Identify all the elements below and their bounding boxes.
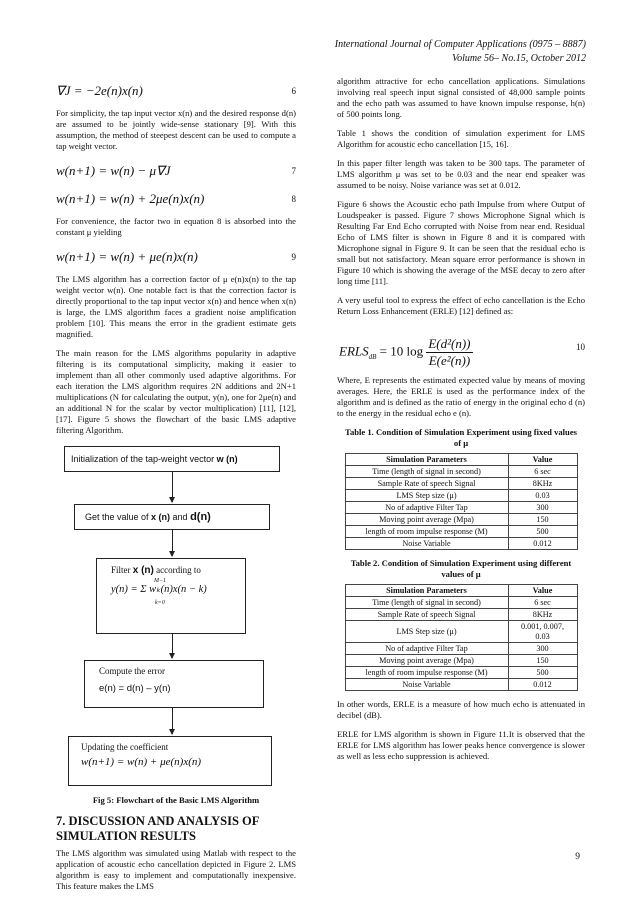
figure-caption: Fig 5: Flowchart of the Basic LMS Algorithm <box>92 795 260 805</box>
journal-volume: Volume 56– No.15, October 2012 <box>452 53 586 64</box>
table-row <box>345 478 577 490</box>
flow-init-box <box>64 446 280 472</box>
table-row <box>345 502 577 514</box>
paragraph: In this paper filter length was taken to be 300 taps. The parameter of LMS algorithm μ was set to be 0.03 and the near end speaker was assumed to be noisy. Noise variance was set at 0.012. <box>337 158 585 190</box>
table-cell: Time (length of signal in second) <box>345 466 508 478</box>
flow-get-box <box>74 504 270 530</box>
table-row <box>345 526 577 538</box>
equation-6 <box>56 80 296 102</box>
right-column <box>337 76 585 770</box>
paragraph: The LMS algorithm was simulated using Matlab with respect to the application of acoustic echo cancellation depicted in Figure 2. LMS algorithm is easy to implement and computationally inexpensive. This feature makes the LMS <box>56 848 296 891</box>
lms-flowchart <box>56 444 296 789</box>
table-row <box>345 667 577 679</box>
flow-filter-text: Filter <box>111 565 133 575</box>
table-cell: LMS Step size (μ) <box>345 621 508 643</box>
table-1 <box>345 453 578 550</box>
journal-name: International Journal of Computer Applications (0975 – 8887) <box>334 39 586 50</box>
equation-7-text: w(n+1) = w(n) − μ∇J <box>56 163 171 178</box>
table-cell: Sample Rate of speech Signal <box>345 609 508 621</box>
equation-6-number: 6 <box>291 86 296 96</box>
table-cell: Sample Rate of speech Signal <box>345 478 508 490</box>
table-cell: 300 <box>508 643 577 655</box>
flow-arrow <box>172 472 173 502</box>
table-cell: 6 sec <box>508 597 577 609</box>
flow-update-equation: w(n+1) = w(n) + μe(n)x(n) <box>81 756 202 768</box>
table-row <box>345 679 577 691</box>
equation-10 <box>337 325 585 369</box>
table-cell: 8KHz <box>508 478 577 490</box>
table-header-row <box>345 454 577 466</box>
table-header-row <box>345 585 577 597</box>
equation-10-mid: = 10 log <box>376 343 427 359</box>
table-row <box>345 466 577 478</box>
flow-get-x: x (n) <box>151 512 171 522</box>
flow-filter-rest: according to <box>153 565 201 575</box>
equation-9-text: w(n+1) = w(n) + μe(n)x(n) <box>56 249 198 264</box>
equation-8 <box>56 188 296 210</box>
flow-filter-equation: y(n) = Σ wₖ(n)x(n − k) <box>111 584 207 595</box>
page-number: 9 <box>575 852 580 862</box>
equation-9 <box>56 246 296 268</box>
equation-10-number: 10 <box>576 342 585 352</box>
flow-arrow <box>172 530 173 556</box>
running-header <box>335 38 586 66</box>
flow-filter-box <box>96 558 246 634</box>
table-row <box>345 643 577 655</box>
table-cell: Moving point average (Mpa) <box>345 514 508 526</box>
table-cell: 8KHz <box>508 609 577 621</box>
table-cell: 0.001, 0.007, 0.03 <box>508 621 577 643</box>
table-cell: 500 <box>508 526 577 538</box>
table-header-cell: Value <box>508 585 577 597</box>
table-cell: 6 sec <box>508 466 577 478</box>
equation-7 <box>56 160 296 182</box>
table-cell: 150 <box>508 655 577 667</box>
flow-error-equation: e(n) = d(n) – y(n) <box>99 683 171 694</box>
equation-6-text: ∇J = −2e(n)x(n) <box>56 83 143 98</box>
table-row <box>345 490 577 502</box>
table-cell: Noise Variable <box>345 538 508 550</box>
paragraph: Table 1 shows the condition of simulation experiment for LMS Algorithm for acoustic echo cancellation [15, 16]. <box>337 128 585 149</box>
equation-9-number: 9 <box>291 252 296 262</box>
paragraph: algorithm attractive for echo cancellation applications. Simulations involving real speech input signal consisted of 48,000 sample points and the echo path was assumed to have known impulse response, h(n) of 500 points long. <box>337 76 585 119</box>
table-header-cell: Simulation Parameters <box>345 454 508 466</box>
paragraph: The main reason for the LMS algorithms popularity in adaptive filtering is its computational simplicity, making it easier to implement than all other commonly used adaptive algorithms. For each iteration the LMS algorithm requires 2N additions and 2N+1 multiplications (N for calculating the output, y(n), one for 2μe(n) and an additional N for the scalar by vector multiplication) [11], [12], [17]. Figure 5 shows the flowchart of the basic LMS adaptive filtering Algorithm. <box>56 348 296 435</box>
table-cell: No of adaptive Filter Tap <box>345 643 508 655</box>
table-cell: 0.012 <box>508 538 577 550</box>
flow-get-text: Get the value of <box>85 512 152 522</box>
equation-10-denominator: E(e²(n)) <box>428 353 471 368</box>
equation-10-lhs: ERLS <box>339 343 369 359</box>
table-row <box>345 597 577 609</box>
section-heading: 7. DISCUSSION AND ANALYSIS OF SIMULATION RESULTS <box>56 814 259 843</box>
left-column <box>56 76 296 900</box>
flow-error-title: Compute the error <box>99 666 165 676</box>
flow-get-d: d(n) <box>190 511 211 523</box>
flow-sum-lower: k=0 <box>155 600 165 606</box>
table-cell: Time (length of signal in second) <box>345 597 508 609</box>
flow-error-box <box>84 660 264 708</box>
table-cell: 0.03 <box>508 490 577 502</box>
equation-7-number: 7 <box>291 166 296 176</box>
flow-filter-symbol: x (n) <box>132 565 154 576</box>
flow-arrow <box>172 708 173 734</box>
table-row <box>345 514 577 526</box>
paragraph: For simplicity, the tap input vector x(n) and the desired response d(n) are assumed to be jointly wide-sense stationary [9]. With this assumption, the method of steepest descent can be used to compute a tap weight vector. <box>56 108 296 151</box>
flow-get-and: and <box>170 512 191 522</box>
table-cell: LMS Step size (μ) <box>345 490 508 502</box>
table-2 <box>345 584 578 691</box>
table-cell: 500 <box>508 667 577 679</box>
table-cell: Moving point average (Mpa) <box>345 655 508 667</box>
table-header-cell: Value <box>508 454 577 466</box>
table-cell: 150 <box>508 514 577 526</box>
table-cell: 0.012 <box>508 679 577 691</box>
flow-init-text: Initialization of the tap-weight vector <box>71 454 217 464</box>
paragraph: Where, E represents the estimated expected value by means of moving averages. Here, the ERLE is used as the performance index of the algorithm and is defined as the ratio of energy in the original echo d (n) to the energy in the residual echo e (n). <box>337 375 585 418</box>
table-cell: length of room impulse response (M) <box>345 526 508 538</box>
paragraph: In other words, ERLE is a measure of how much echo is attenuated in decibel (dB). <box>337 699 585 720</box>
table-cell: No of adaptive Filter Tap <box>345 502 508 514</box>
table-row <box>345 621 577 643</box>
table-row <box>345 655 577 667</box>
flow-init-symbol: w (n) <box>216 454 238 464</box>
flow-update-title: Updating the coefficient <box>81 742 169 752</box>
equation-10-sub: dB <box>368 353 377 362</box>
table-header-cell: Simulation Parameters <box>345 585 508 597</box>
paragraph: For convenience, the factor two in equation 8 is absorbed into the constant μ yielding <box>56 216 296 237</box>
paragraph: ERLE for LMS algorithm is shown in Figure 11.It is observed that the ERLE for LMS algorithm has lower peaks hence convergence is slower as well as less echo suppression is achieved. <box>337 729 585 761</box>
flow-arrow <box>172 634 173 658</box>
equation-8-number: 8 <box>291 194 296 204</box>
table-cell: length of room impulse response (M) <box>345 667 508 679</box>
flow-sum-upper: M−1 <box>154 578 167 584</box>
flow-update-box <box>68 736 272 786</box>
equation-8-text: w(n+1) = w(n) + 2μe(n)x(n) <box>56 191 205 206</box>
paragraph: The LMS algorithm has a correction factor of μ e(n)x(n) to the tap weight vector w(n). One notable fact is that the correction factor is directly proportional to the tap input vector x(n) and hence when x(n) is large, the LMS algorithm faces a gradient noise amplification problem [10]. This means the error in the gradient estimate gets magnified. <box>56 274 296 339</box>
table-2-caption: Table 2. Condition of Simulation Experiment using different values of μ <box>350 558 572 579</box>
paragraph: A very useful tool to express the effect of echo cancellation is the Echo Return Loss Enhancement (ERLE) [12] defined as: <box>337 295 585 316</box>
table-row <box>345 538 577 550</box>
equation-10-numerator: E(d²(n)) <box>428 336 471 351</box>
table-cell: 300 <box>508 502 577 514</box>
paragraph: Figure 6 shows the Acoustic echo path Impulse from where Output of Loudspeaker is passed. Figure 7 shows Microphone Signal which is Resulting Far End Echo corrupted with Noise from near end. Residual Echo of LMS filter is shown in Figure 8 and it is compared with Microphone signal in Figure 9. It can be seen that the residual echo is small but not satisfactory. Mean square error performance is shown in Figure 10 which is showing the average of the MSE decay to zero after long time [11]. <box>337 199 585 286</box>
table-row <box>345 609 577 621</box>
table-1-caption: Table 1. Condition of Simulation Experiment using fixed values of μ <box>345 427 577 448</box>
table-cell: Noise Variable <box>345 679 508 691</box>
